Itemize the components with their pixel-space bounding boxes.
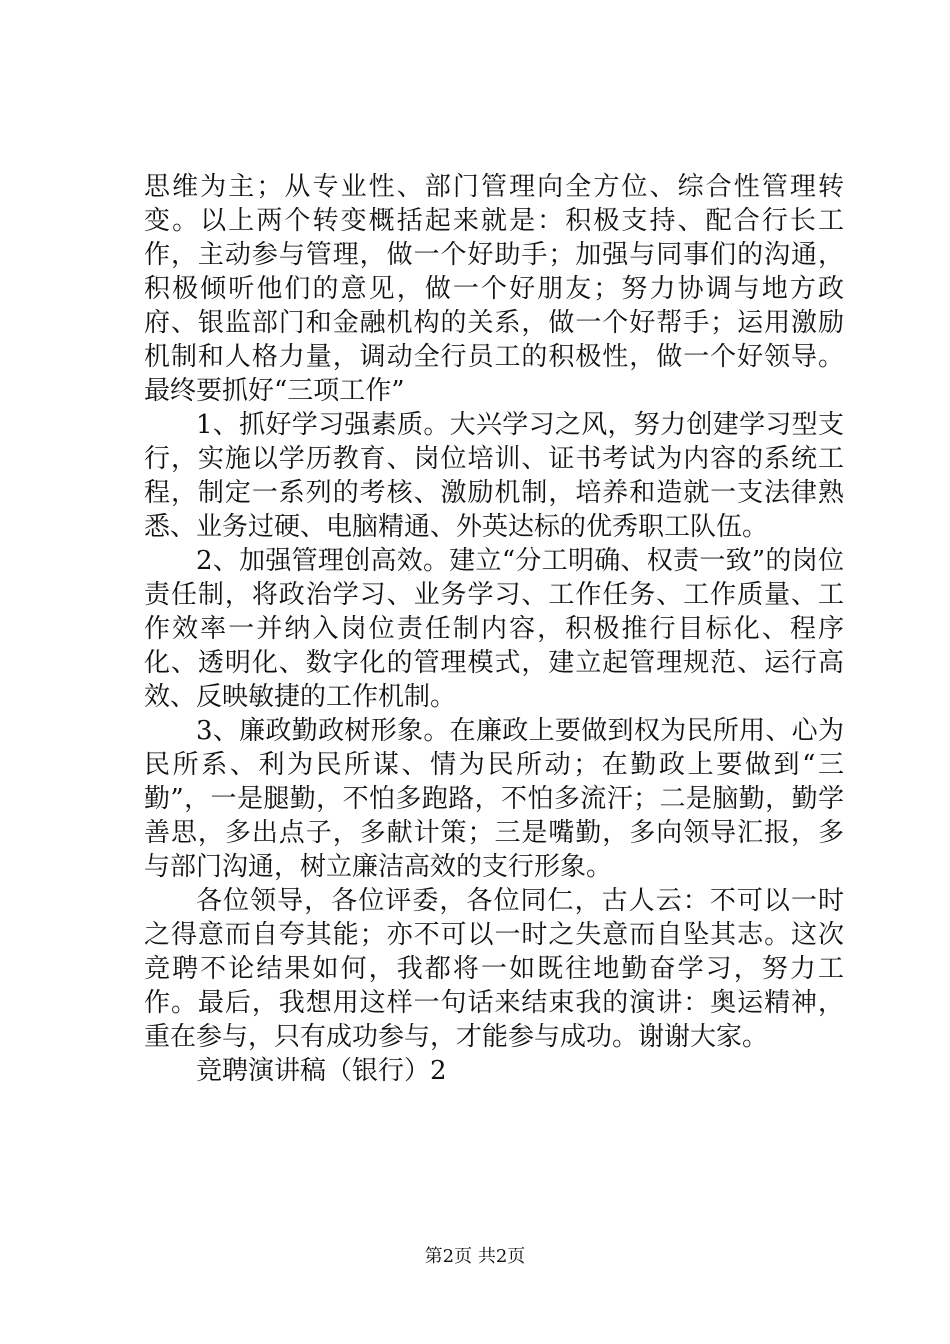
paragraph-item-3: 3、廉政勤政树形象。在廉政上要做到权为民所用、心为民所系、利为民所谋、情为民所动；在勤政上要做到“三勤”，一是腿勤，不怕多跑路，不怕多流汗；二是脑勤，勤学善思，多出点子，多献计策；三是嘴勤，多向领导汇报，多与部门沟通，树立廉洁高效的支行形象。 (144, 716, 844, 882)
paragraph-closing: 各位领导，各位评委，各位同仁，古人云：不可以一时之得意而自夸其能；亦不可以一时之失意而自坠其志。这次竞聘不论结果如何，我都将一如既往地勤奋学习，努力工作。最后，我想用这样一句话来结束我的演讲：奥运精神，重在参与，只有成功参与，才能参与成功。谢谢大家。 (144, 886, 844, 1052)
paragraph-item-2: 2、加强管理创高效。建立“分工明确、权责一致”的岗位责任制，将政治学习、业务学习、工作任务、工作质量、工作效率一并纳入岗位责任制内容，积极推行目标化、程序化、透明化、数字化的管理模式，建立起管理规范、运行高效、反映敏捷的工作机制。 (144, 546, 844, 712)
paragraph-item-1: 1、抓好学习强素质。大兴学习之风，努力创建学习型支行，实施以学历教育、岗位培训、证书考试为内容的系统工程，制定一系列的考核、激励机制，培养和造就一支法律熟悉、业务过硬、电脑精通、外英达标的优秀职工队伍。 (144, 410, 844, 542)
paragraph-intro: 思维为主；从专业性、部门管理向全方位、综合性管理转变。以上两个转变概括起来就是：积极支持、配合行长工作，主动参与管理，做一个好助手；加强与同事们的沟通，积极倾听他们的意见，做一个好朋友；努力协调与地方政府、银监部门和金融机构的关系，做一个好帮手；运用激励机制和人格力量，调动全行员工的积极性，做一个好领导。最终要抓好“三项工作” (144, 172, 844, 406)
next-section-title: 竞聘演讲稿（银行）2 (196, 1056, 447, 1086)
body-text (144, 170, 844, 1088)
page-footer: 第2页 共2页 (424, 1246, 526, 1267)
